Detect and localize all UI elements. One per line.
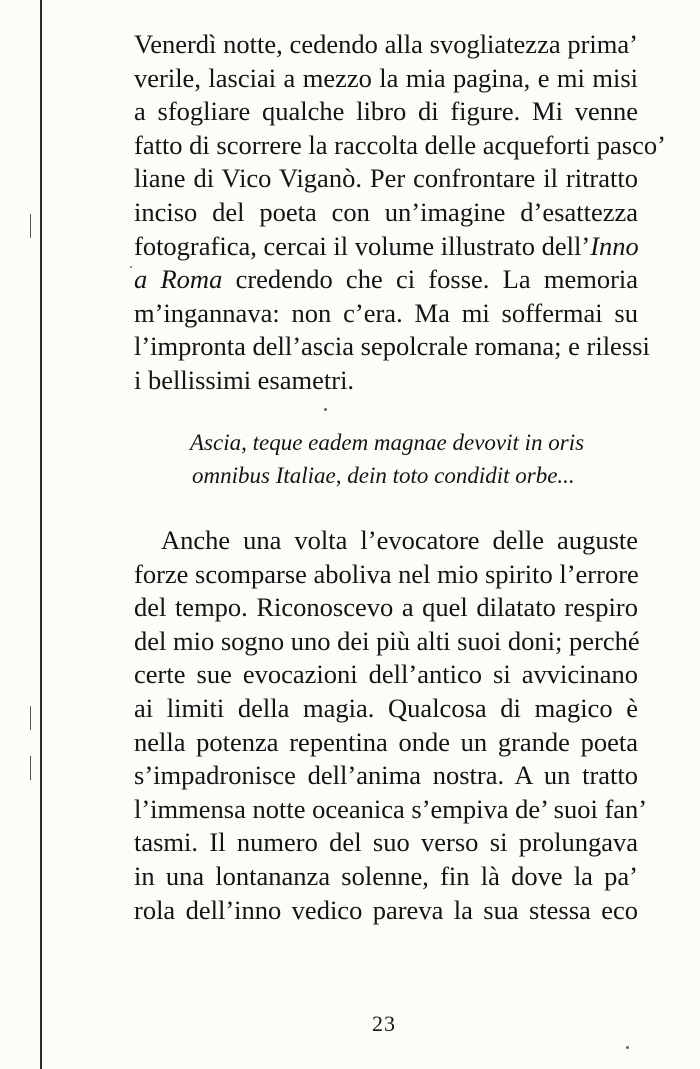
paragraph-1 — [134, 28, 666, 398]
italic-title: Inno — [590, 230, 639, 261]
text-line: forze scomparse aboliva nel mio spirito l’errore — [134, 558, 639, 589]
ink-speck — [130, 266, 132, 268]
text-line — [134, 230, 638, 264]
italic-title — [134, 264, 222, 294]
text-line: tasmi. Il numero del suo verso si prolungava — [134, 827, 638, 858]
text-line: m’ingannava: non c’era. Ma mi soffermai su — [134, 297, 638, 328]
text-line: Venerdì notte, cedendo alla svogliatezza prima’ — [134, 29, 638, 59]
text-segment: Roma — [160, 264, 223, 295]
text-line: verile, lasciai a mezzo la mia pagina, e mi misi — [134, 62, 638, 93]
verse-line: Ascia, teque eadem magnae devovit in oris — [190, 430, 585, 455]
text-line: rola dell’inno vedico pareva la sua stessa eco — [134, 894, 638, 925]
text-line: a sfogliare qualche libro di figure. Mi venne — [134, 96, 638, 127]
text-line: ai limiti della magia. Qualcosa di magico è — [134, 692, 638, 723]
text-line: s’impadronisce dell’anima nostra. A un tratto — [134, 760, 638, 791]
latin-verse-quote — [190, 426, 590, 492]
text-line: del tempo. Riconoscevo a quel dilatato respiro — [134, 592, 638, 623]
text-line: certe sue evocazioni dell’antico si avvicinano — [134, 659, 638, 690]
text-line: in una lontananza solenne, fin là dove la pa’ — [134, 860, 638, 891]
text-line: del mio sogno uno dei più alti suoi doni; perché — [134, 625, 640, 656]
text-line: inciso del poeta con un’imagine d’esattezza — [134, 196, 638, 227]
page-gutter-edge — [40, 0, 42, 1069]
gutter-mark — [30, 756, 41, 780]
gutter-mark — [30, 214, 41, 238]
text-segment: fotografica, cercai il volume illustrato dell’ — [134, 230, 591, 261]
paragraph-2 — [134, 524, 648, 927]
text-segment: a — [134, 264, 148, 295]
text-line: liane di Vico Viganò. Per confrontare il ritratto — [134, 163, 638, 194]
verse-line: omnibus Italiae, dein toto condidit orbe... — [192, 463, 575, 488]
text-line — [134, 263, 638, 297]
text-line: fatto di scorrere la raccolta delle acqueforti pasco’ — [134, 129, 666, 160]
ink-speck — [626, 1046, 629, 1049]
text-line: l’impronta dell’ascia sepolcrale romana; e rilessi — [134, 331, 650, 362]
text-line: i bellissimi esametri. — [134, 364, 355, 395]
text-line: Anche una volta l’evocatore delle auguste — [161, 525, 638, 555]
text-line: nella potenza repentina onde un grande poeta — [134, 726, 638, 757]
text-segment: credendo che ci fosse. La memoria — [235, 264, 639, 295]
gutter-mark — [30, 706, 41, 730]
text-line: l’immensa notte oceanica s’empiva de’ suoi fan’ — [134, 793, 648, 824]
ink-speck — [324, 408, 327, 411]
page-number: 23 — [372, 1011, 396, 1036]
